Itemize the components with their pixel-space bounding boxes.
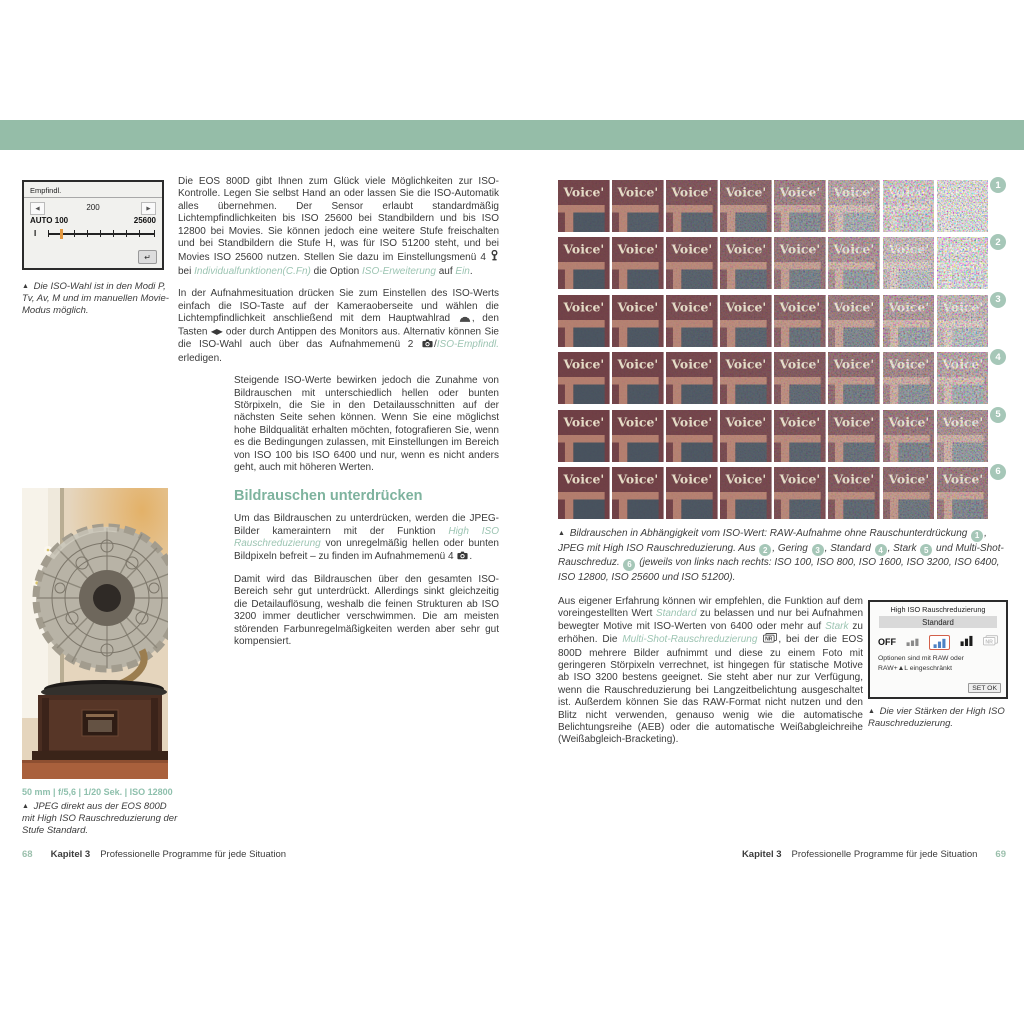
noise-sample-cell bbox=[828, 237, 880, 289]
noise-sample-cell bbox=[828, 180, 880, 232]
noise-sample-cell bbox=[666, 467, 718, 519]
noise-sample-cell bbox=[720, 295, 772, 347]
svg-text:Voice': Voice' bbox=[888, 471, 929, 487]
noise-sample-cell bbox=[937, 410, 989, 462]
camera-icon bbox=[422, 339, 433, 352]
noise-sample-cell bbox=[666, 295, 718, 347]
svg-text:Voice': Voice' bbox=[779, 299, 821, 315]
noise-sample-cell bbox=[774, 180, 826, 232]
row-number-badge: 1 bbox=[990, 177, 1006, 193]
svg-text:Voice': Voice' bbox=[725, 356, 767, 372]
noise-sample-cell bbox=[612, 237, 664, 289]
svg-text:Voice': Voice' bbox=[725, 184, 767, 200]
svg-text:Voice': Voice' bbox=[779, 356, 821, 372]
noise-sample-cell bbox=[828, 410, 880, 462]
iso-screen-title: Empfindl. bbox=[24, 182, 162, 198]
svg-text:Voice': Voice' bbox=[617, 471, 659, 487]
svg-text:Voice': Voice' bbox=[725, 471, 767, 487]
nr-level-bars-icon bbox=[905, 635, 920, 646]
noise-sample-cell bbox=[612, 295, 664, 347]
wrench-icon bbox=[491, 250, 498, 265]
right-text-column bbox=[558, 596, 863, 757]
noise-sample-cell bbox=[720, 180, 772, 232]
camera-menu-icon bbox=[457, 551, 468, 560]
iso-min-label: AUTO 100 bbox=[30, 216, 69, 225]
noise-sample-cell bbox=[558, 467, 610, 519]
noise-sample-cell bbox=[883, 352, 935, 404]
paragraph: Damit wird das Bildrauschen über den gesamten ISO-Bereich sehr gut unterdrückt. Allerdings sinkt gleichzeitig die Detailauflösung, weshalb die feinen Strukturen ab ISO 3200 immer deutlicher verschwimmen. Die am meisten störenden Farbunregelmäßigkeiten werden aber sehr gut kompensiert. bbox=[234, 574, 499, 648]
svg-text:Voice': Voice' bbox=[888, 414, 929, 430]
svg-text:Voice': Voice' bbox=[671, 414, 713, 430]
paragraph: Um das Bildrauschen zu unterdrücken, werden die JPEG-Bilder kameraintern mit der Funktion High ISO Rauschreduzierung von unregelmäßig hellen oder bunten Bildpixeln befreit – zu finden im Aufnahmemenü 4 . bbox=[178, 513, 499, 564]
number-badge: 2 bbox=[759, 544, 771, 556]
svg-text:Voice': Voice' bbox=[617, 414, 659, 430]
svg-text:Voice': Voice' bbox=[671, 241, 713, 257]
svg-text:Voice': Voice' bbox=[671, 471, 713, 487]
noise-sample-cell bbox=[883, 410, 935, 462]
noise-sample-cell bbox=[612, 180, 664, 232]
camera-menu-icon bbox=[422, 339, 433, 348]
svg-text:Voice': Voice' bbox=[563, 299, 605, 315]
nr-menu-caption: ▲ Die vier Stärken der High ISO Rauschreduzierung. bbox=[868, 706, 1005, 729]
noise-comparison-grid bbox=[558, 179, 1001, 524]
nr-option-bars-standard[interactable] bbox=[929, 635, 950, 650]
wrench-icon bbox=[491, 250, 498, 261]
svg-text:Voice': Voice' bbox=[942, 471, 983, 487]
svg-text:Voice': Voice' bbox=[563, 471, 605, 487]
chapter-label: Kapitel 3 bbox=[50, 849, 91, 860]
number-badge: 3 bbox=[812, 544, 824, 556]
svg-text:Voice': Voice' bbox=[833, 471, 875, 487]
iso-decrease-button[interactable]: ◀ bbox=[30, 202, 45, 215]
nr-menu-screenshot bbox=[868, 600, 1008, 699]
noise-sample-cell bbox=[720, 237, 772, 289]
gramophone-photo-caption: ▲ JPEG direkt aus der EOS 800D mit High ISO Rauschreduzierung der Stufe Standard. bbox=[22, 801, 178, 836]
svg-text:Voice': Voice' bbox=[617, 356, 659, 372]
chapter-label: Kapitel 3 bbox=[741, 849, 782, 860]
noise-sample-cell bbox=[558, 410, 610, 462]
text-wrap-spacer bbox=[178, 400, 234, 722]
noise-grid-row bbox=[558, 351, 1001, 404]
svg-text:Voice': Voice' bbox=[779, 414, 821, 430]
photo-exif-line: 50 mm | f/5,6 | 1/20 Sek. | ISO 12800 bbox=[22, 787, 173, 797]
svg-text:Voice': Voice' bbox=[779, 471, 821, 487]
nr-icon bbox=[763, 633, 777, 647]
multi-shot-nr-icon bbox=[763, 633, 777, 643]
svg-text:Voice': Voice' bbox=[671, 356, 713, 372]
right-footer bbox=[742, 849, 1006, 860]
paragraph: Steigende ISO-Werte bewirken jedoch die Zunahme von Bildrauschen mit unterschiedlich hellen oder bunten Störpixeln, die Sie in den Detailausschnitten auf der nächsten Seite sehen können. Wenn Sie eine möglichst hohe Bildqualität erhalten möchten, fotografieren Sie, wenn es die Bedingungen zulassen, mit Einstellungen im Bereich von ISO 100 bis ISO 6400 und nur, wenn es nicht anders geht, auch mit höheren Werten. bbox=[234, 375, 499, 474]
row-number-badge: 6 bbox=[990, 464, 1006, 480]
svg-text:NR: NR bbox=[985, 639, 993, 646]
svg-text:Voice': Voice' bbox=[671, 299, 713, 315]
row-number-badge: 5 bbox=[990, 407, 1006, 423]
set-ok-button[interactable]: SET OK bbox=[968, 683, 1001, 693]
number-badge: 1 bbox=[971, 530, 983, 542]
noise-grid-row bbox=[558, 409, 1001, 462]
nr-option-off[interactable]: OFF bbox=[878, 637, 896, 647]
noise-sample-cell bbox=[720, 467, 772, 519]
nr-option-bars-high[interactable] bbox=[959, 633, 974, 651]
noise-sample-cell bbox=[666, 352, 718, 404]
iso-current-value: 200 bbox=[86, 203, 100, 212]
return-icon: ↵ bbox=[144, 252, 151, 262]
noise-sample-cell bbox=[720, 352, 772, 404]
noise-sample-cell bbox=[558, 352, 610, 404]
nr-option-nr-multi[interactable] bbox=[983, 633, 998, 651]
noise-sample-cell bbox=[612, 467, 664, 519]
svg-text:Voice': Voice' bbox=[725, 414, 767, 430]
iso-max-label: 25600 bbox=[133, 216, 156, 225]
number-badge: 6 bbox=[623, 559, 635, 571]
noise-sample-cell bbox=[558, 237, 610, 289]
svg-text:Voice': Voice' bbox=[888, 356, 929, 372]
noise-grid-row bbox=[558, 466, 1001, 519]
svg-text:Voice': Voice' bbox=[563, 184, 605, 200]
noise-sample-cell bbox=[612, 410, 664, 462]
svg-text:Voice': Voice' bbox=[725, 241, 767, 257]
section-heading: Bildrauschen unterdrücken bbox=[234, 488, 423, 505]
noise-sample-cell bbox=[774, 237, 826, 289]
chapter-title: Professionelle Programme für jede Situation bbox=[100, 849, 287, 860]
noise-grid-row bbox=[558, 294, 1001, 347]
back-button[interactable] bbox=[138, 250, 157, 264]
noise-sample-cell bbox=[666, 180, 718, 232]
noise-sample-cell bbox=[828, 467, 880, 519]
noise-sample-cell bbox=[883, 180, 935, 232]
noise-sample-cell bbox=[774, 410, 826, 462]
noise-sample-cell bbox=[828, 352, 880, 404]
noise-sample-cell bbox=[937, 352, 989, 404]
nr-options-row bbox=[870, 628, 1006, 654]
noise-grid-caption: ▲ Bildrauschen in Abhängigkeit vom ISO-Wert: RAW-Aufnahme ohne Rauschunterdrückung 1 , JPEG mit High ISO Rauschreduzierung. Aus 2 , Gering 3 , Standard 4 , Stark 5 und Multi-Shot-Rauschreduz. 6 (jeweils von links nach rechts: ISO 100, ISO 800, ISO 1600, ISO 3200, ISO 6400, ISO 12800, ISO 25600 und ISO 51200). bbox=[558, 528, 1004, 583]
noise-sample-cell bbox=[883, 295, 935, 347]
noise-grid-row bbox=[558, 236, 1001, 289]
gramophone-photo bbox=[22, 488, 168, 779]
noise-sample-cell bbox=[666, 410, 718, 462]
noise-sample-cell bbox=[883, 237, 935, 289]
nr-selected-value: Standard bbox=[879, 616, 997, 628]
number-badge: 5 bbox=[920, 544, 932, 556]
paragraph: Aus eigener Erfahrung können wir empfehlen, die Funktion auf dem voreingestellten Wert Standard zu belassen und nur bei Aufnahmen bewegter Motive mit ISO-Werten von 6400 oder mehr auf Stark zu erhöhen. Die Multi-Shot-Rauschreduzierung NR , bei der die EOS 800D mehrere Bilder aufnimmt und diese zu einem Foto mit geringeren Störpixeln verrechnet, ist hingegen für statische Motive ab ISO 3200 bestens geeignet. Sie steht aber nur zur Verfügung, wenn die Rauschreduzierung bei Langzeitbelichtung ausgeschaltet ist. Außerdem können Sie das RAW-Format nicht nutzen und den Blitz nicht verwenden, genauso wenig wie die automatische Belichtungsreihe (AEB) oder die automatische Weißabgleichreihe (Weißabgleich-Bracketing). bbox=[558, 596, 864, 746]
noise-sample-cell bbox=[774, 295, 826, 347]
chapter-title: Professionelle Programme für jede Situation bbox=[791, 849, 978, 860]
row-number-badge: 2 bbox=[990, 234, 1006, 250]
camera-icon bbox=[457, 551, 468, 564]
noise-sample-cell bbox=[558, 295, 610, 347]
iso-slider-marker[interactable] bbox=[60, 229, 63, 239]
noise-sample-cell bbox=[612, 352, 664, 404]
svg-text:Voice': Voice' bbox=[779, 184, 821, 200]
nr-level-bars-icon bbox=[932, 637, 947, 648]
noise-sample-cell bbox=[558, 180, 610, 232]
svg-text:Voice': Voice' bbox=[833, 414, 875, 430]
paragraph: Die EOS 800D gibt Ihnen zum Glück viele Möglichkeiten zur ISO-Kontrolle. Legen Sie selbst Hand an oder lassen Sie die ISO-Automatik alles übernehmen. Der Sensor erlaubt standardmäßig Lichtempfindlichkeiten bis ISO 25600 bei Standbildern und bis ISO 12800 bei Movies. Sie können jedoch eine weitere Stufe freischalten und bei Standbildern die Stufe H, was für ISO 51200 steht, und bei Movies ISO 25600 nutzen. Stellen Sie dazu im Einstellungsmenü 4 bei Individualfunktionen(C.Fn) die Option ISO-Erweiterung auf Ein. bbox=[178, 176, 499, 277]
header-band bbox=[0, 120, 1024, 150]
iso-auto-tick: I bbox=[34, 229, 37, 238]
paragraph: In der Aufnahmesituation drücken Sie zum Einstellen des ISO-Werts einfach die ISO-Taste auf der Kameraoberseite und wählen die Lichtempfindlichkeit anschließend mit dem Hauptwahlrad , den Tasten ◀▶ oder durch Antippen des Monitors aus. Alternativ können Sie die ISO-Wahl auch über das Aufnahmemenü 2 /ISO-Empfindl. erledigen. bbox=[178, 288, 499, 364]
noise-sample-cell bbox=[937, 467, 989, 519]
noise-sample-cell bbox=[774, 467, 826, 519]
svg-text:Voice': Voice' bbox=[563, 414, 605, 430]
svg-text:Voice': Voice' bbox=[671, 184, 713, 200]
svg-text:Voice': Voice' bbox=[833, 356, 875, 372]
left-text-column bbox=[178, 176, 499, 722]
noise-sample-cell bbox=[937, 180, 989, 232]
number-badge: 4 bbox=[875, 544, 887, 556]
page-number: 69 bbox=[995, 849, 1006, 860]
noise-grid-row bbox=[558, 179, 1001, 232]
row-number-badge: 4 bbox=[990, 349, 1006, 365]
svg-text:Voice': Voice' bbox=[617, 299, 659, 315]
page-number: 68 bbox=[22, 849, 33, 860]
svg-text:Voice': Voice' bbox=[563, 356, 605, 372]
svg-text:Voice': Voice' bbox=[779, 241, 821, 257]
iso-settings-screenshot bbox=[22, 180, 164, 270]
left-footer bbox=[22, 849, 286, 860]
row-number-badge: 3 bbox=[990, 292, 1006, 308]
svg-text:Voice': Voice' bbox=[617, 184, 659, 200]
svg-text:Voice': Voice' bbox=[725, 299, 767, 315]
noise-sample-cell bbox=[774, 352, 826, 404]
nr-menu-title: High ISO Rauschreduzierung bbox=[890, 605, 986, 614]
nr-level-bars-icon bbox=[959, 635, 974, 646]
main-dial-icon bbox=[459, 314, 471, 322]
noise-sample-cell bbox=[720, 410, 772, 462]
iso-increase-button[interactable]: ▶ bbox=[141, 202, 156, 215]
svg-text:NR: NR bbox=[765, 636, 773, 643]
svg-text:Voice': Voice' bbox=[563, 241, 605, 257]
nr-option-bars-low[interactable] bbox=[905, 633, 920, 651]
iso-slider[interactable] bbox=[24, 227, 162, 243]
svg-text:Voice': Voice' bbox=[617, 241, 659, 257]
noise-sample-cell bbox=[937, 295, 989, 347]
noise-sample-cell bbox=[666, 237, 718, 289]
svg-text:Voice': Voice' bbox=[833, 299, 875, 315]
dial-icon bbox=[459, 314, 471, 326]
noise-sample-cell bbox=[937, 237, 989, 289]
noise-sample-cell bbox=[883, 467, 935, 519]
left-right-keys-icon: ◀▶ bbox=[210, 327, 223, 337]
iso-screen-caption: ▲ Die ISO-Wahl ist in den Modi P, Tv, Av, M und im manuellen Movie-Modus möglich. bbox=[22, 281, 169, 316]
noise-sample-cell bbox=[828, 295, 880, 347]
nr-menu-note: Optionen sind mit RAW oder RAW+▲L eingeschränkt bbox=[878, 655, 964, 672]
